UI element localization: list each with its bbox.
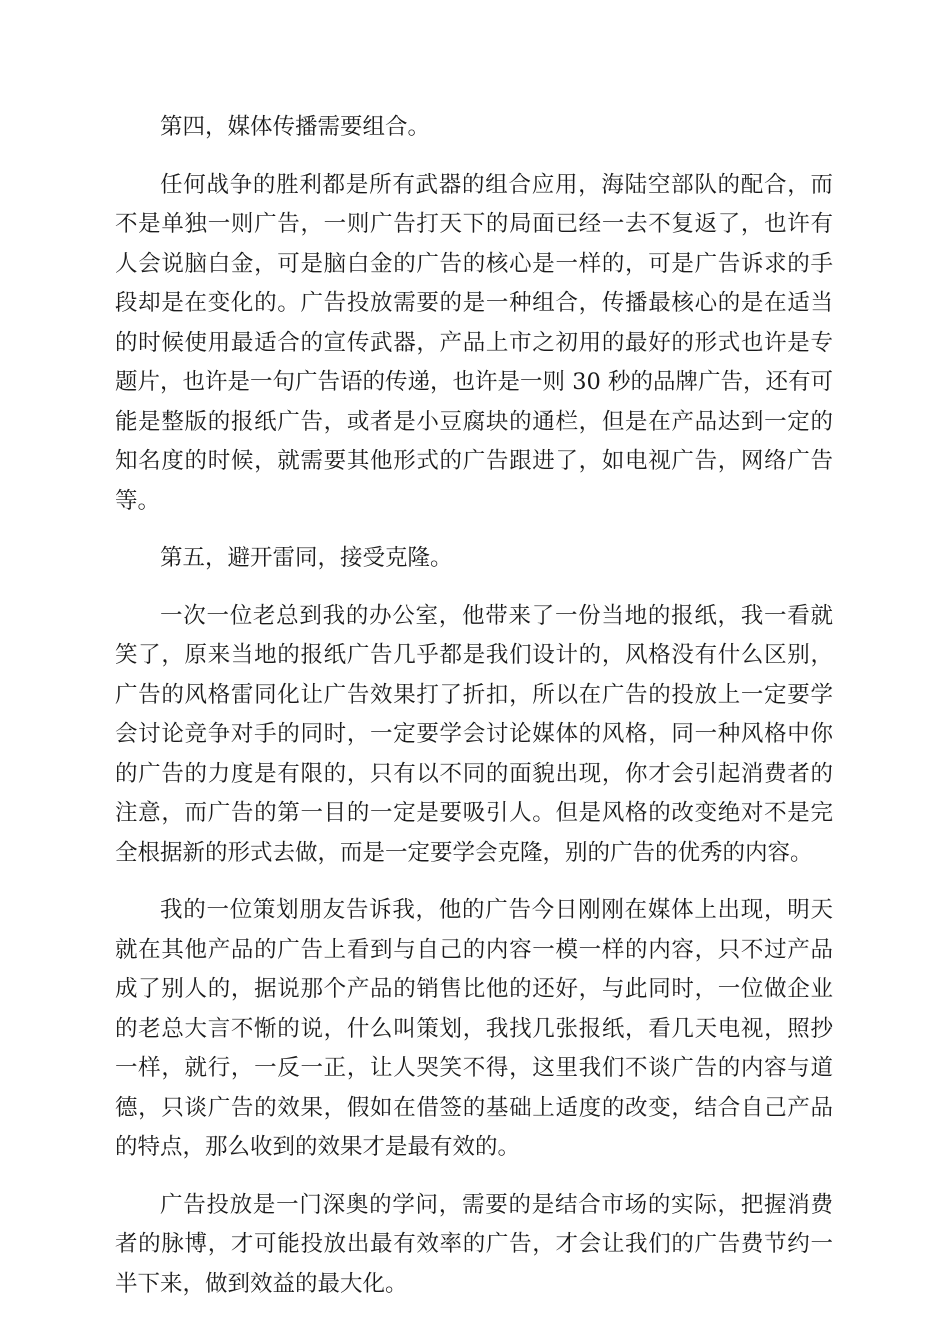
paragraph: 一次一位老总到我的办公室，他带来了一份当地的报纸，我一看就笑了，原来当地的报纸广告几乎都是我们设计的，风格没有什么区别，广告的风格雷同化让广告效果打了折扣，所以在广告的投放上一定要学会讨论竞争对手的同时，一定要学会讨论媒体的风格，同一种风格中你的广告的力度是有限的，只有以不同的面貌出现，你才会引起消费者的注意，而广告的第一目的一定是要吸引人。但是风格的改变绝对不是完全根据新的形式去做，而是一定要学会克隆，别的广告的优秀的内容。	[115, 602, 833, 866]
paragraph: 广告投放是一门深奥的学问，需要的是结合市场的实际，把握消费者的脉博，才可能投放出最有效率的广告，才会让我们的广告费节约一半下来，做到效益的最大化。	[115, 1191, 833, 1297]
paragraph: 任何战争的胜利都是所有武器的组合应用，海陆空部队的配合，而不是单独一则广告，一则广告打天下的局面已经一去不复返了，也许有人会说脑白金，可是脑白金的广告的核心是一样的，可是广告诉求的手段却是在变化的。广告投放需要的是一种组合，传播最核心的是在适当的时候使用最适合的宣传武器，产品上市之初用的最好的形式也许是专题片，也许是一句广告语的传递，也许是一则 30 秒的品牌广告，还有可能是整版的报纸广告，或者是小豆腐块的通栏，但是在产品达到一定的知名度的时候，就需要其他形式的广告跟进了，如电视广告，网络广告等。	[115, 171, 833, 514]
section-heading-5: 第五，避开雷同，接受克隆。	[160, 545, 453, 571]
section-heading-4: 第四，媒体传播需要组合。	[160, 114, 431, 140]
paragraph: 我的一位策划朋友告诉我，他的广告今日刚刚在媒体上出现，明天就在其他产品的广告上看到与自己的内容一模一样的内容，只不过产品成了别人的，据说那个产品的销售比他的还好，与此同时，一位做企业的老总大言不惭的说，什么叫策划，我找几张报纸，看几天电视，照抄一样，就行，一反一正，让人哭笑不得，这里我们不谈广告的内容与道德，只谈广告的效果，假如在借签的基础上适度的改变，结合自己产品的特点，那么收到的效果才是最有效的。	[115, 897, 833, 1160]
document-body	[115, 108, 833, 1322]
